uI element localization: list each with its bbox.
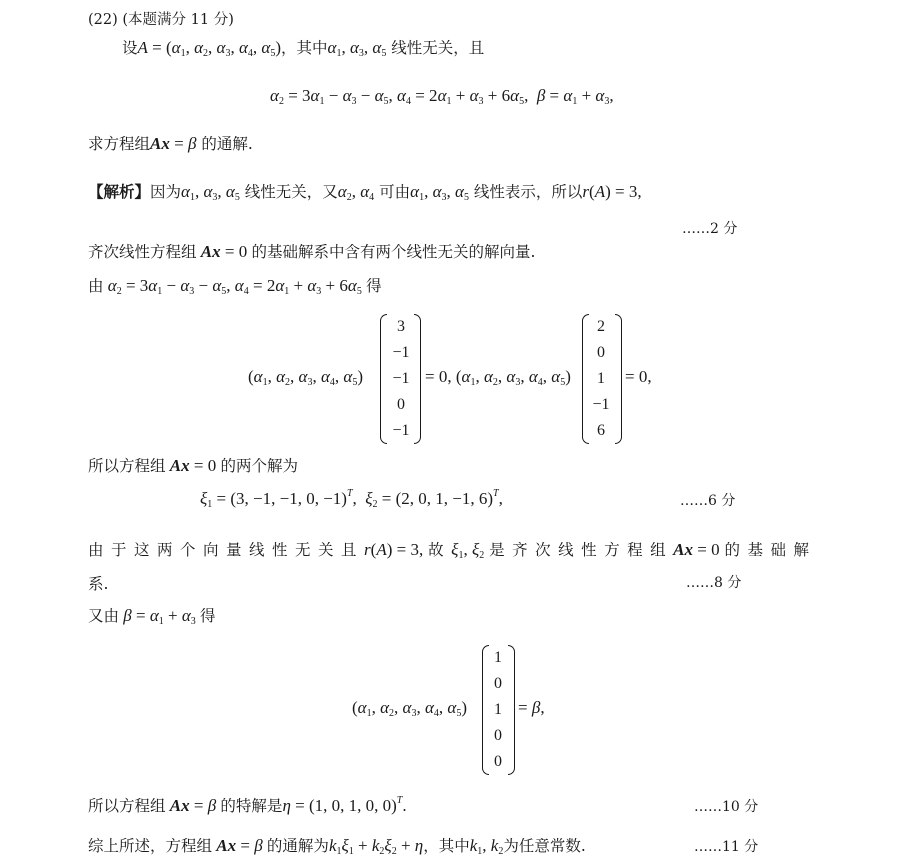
solution-line-5-tail: 系. bbox=[88, 575, 109, 593]
vector-entry: −1 bbox=[392, 422, 410, 439]
solution-line-8: 综上所述，方程组 Ax = β 的通解为$k_1\xi_1 + k_2\xi_2 + \eta$，其中$k_1$, $k_2$为任意常数. bbox=[88, 836, 586, 857]
right-paren bbox=[615, 314, 622, 444]
solution-line-4: 所以方程组 Ax = 0 的两个解为 bbox=[88, 456, 298, 475]
vector-entry: 0 bbox=[494, 727, 502, 744]
vector-entry: 3 bbox=[397, 318, 405, 335]
question-formula: $\alpha_2 = 3\alpha_1 - \alpha_3 - \alpha_5$, $\alpha_4 = 2\alpha_1 + \alpha_3 + 6\alpha_5$, $\beta = \alpha_1 + \alpha_3$, bbox=[270, 86, 614, 107]
right-paren bbox=[414, 314, 421, 444]
vector-entry: 0 bbox=[494, 675, 502, 692]
matrix-expr-c: = 0, bbox=[625, 367, 652, 386]
solution-line-7: 所以方程组 Ax = β 的特解是η = (1, 0, 1, 0, 0)$^T$. bbox=[88, 795, 407, 815]
right-paren bbox=[508, 645, 515, 775]
vector-entry: 1 bbox=[597, 370, 605, 387]
vector-entry: 0 bbox=[397, 396, 405, 413]
question-ask: 求方程组Ax = β 的通解. bbox=[88, 134, 253, 153]
question-number: (22) bbox=[88, 12, 118, 28]
question-header bbox=[88, 8, 234, 29]
question-score-note: (本题满分 11 分) bbox=[122, 12, 234, 28]
vector-entry: 1 bbox=[494, 649, 502, 666]
solution-tag: 【解析】 bbox=[88, 182, 151, 201]
vector-entry: 6 bbox=[597, 422, 605, 439]
solution-line-6: 又由 $\beta = \alpha_1 + \alpha_3$ 得 bbox=[88, 606, 216, 627]
vector-entry: 1 bbox=[494, 701, 502, 718]
score-mark: ……10 分 bbox=[694, 799, 759, 815]
matrix-expr-b: = 0, ($\alpha_1$, $\alpha_2$, $\alpha_3$, $\alpha_4$, $\alpha_5$) bbox=[425, 367, 571, 388]
solution-line-5: 由于这两个向量线性无关且r(A) = 3, 故$\xi_1$, $\xi_2$ 是齐次线性方程组Ax = 0 的基础解 bbox=[88, 540, 817, 561]
matrix-expr-d: ($\alpha_1$, $\alpha_2$, $\alpha_3$, $\alpha_4$, $\alpha_5$) bbox=[352, 698, 468, 719]
score-mark: ……6 分 bbox=[680, 493, 736, 509]
xi-vectors: $\xi_1 = (3$, −1, −1, 0, −1)$^T$, $\xi_2 = (2$, 0, 1, −1, 6)$^T$, bbox=[200, 488, 503, 510]
solution-line-1: 【解析】因为$\alpha_1$, $\alpha_3$, $\alpha_5$ 线性无关，又$\alpha_2$, $\alpha_4$ 可由$\alpha_1$, $\alpha_3$, $\alpha_5$ 线性表示，所以r(A) = 3, bbox=[88, 182, 642, 203]
vector-entry: −1 bbox=[592, 396, 610, 413]
question-line-1: 设$A = (\alpha_1$, $\alpha_2$, $\alpha_3$, $\alpha_4$, $\alpha_5$)，其中$\alpha_1$, $\alpha_3$, $\alpha_5$ 线性无关，且 bbox=[122, 38, 485, 59]
matrix-expr-a: ($\alpha_1$, $\alpha_2$, $\alpha_3$, $\alpha_4$, $\alpha_5$) bbox=[248, 367, 364, 388]
score-mark: ……11 分 bbox=[694, 839, 759, 855]
vector-entry: 0 bbox=[494, 753, 502, 770]
solution-line-3: 由 $\alpha_2 = 3\alpha_1 - \alpha_3 - \alpha_5$, $\alpha_4 = 2\alpha_1 + \alpha_3 + 6\alpha_5$ 得 bbox=[88, 276, 382, 297]
score-mark: ……8 分 bbox=[686, 575, 742, 591]
score-mark: ……2 分 bbox=[682, 221, 738, 237]
column-vector-b bbox=[586, 314, 616, 444]
vector-entry: −1 bbox=[392, 344, 410, 361]
matrix-expr-e: = β, bbox=[518, 698, 545, 717]
column-vector-a bbox=[386, 314, 416, 444]
vector-entry: −1 bbox=[392, 370, 410, 387]
vector-entry: 0 bbox=[597, 344, 605, 361]
vector-entry: 2 bbox=[597, 318, 605, 335]
solution-line-2: 齐次线性方程组 Ax = 0 的基础解系中含有两个线性无关的解向量. bbox=[88, 242, 536, 261]
column-vector-c bbox=[486, 645, 510, 775]
